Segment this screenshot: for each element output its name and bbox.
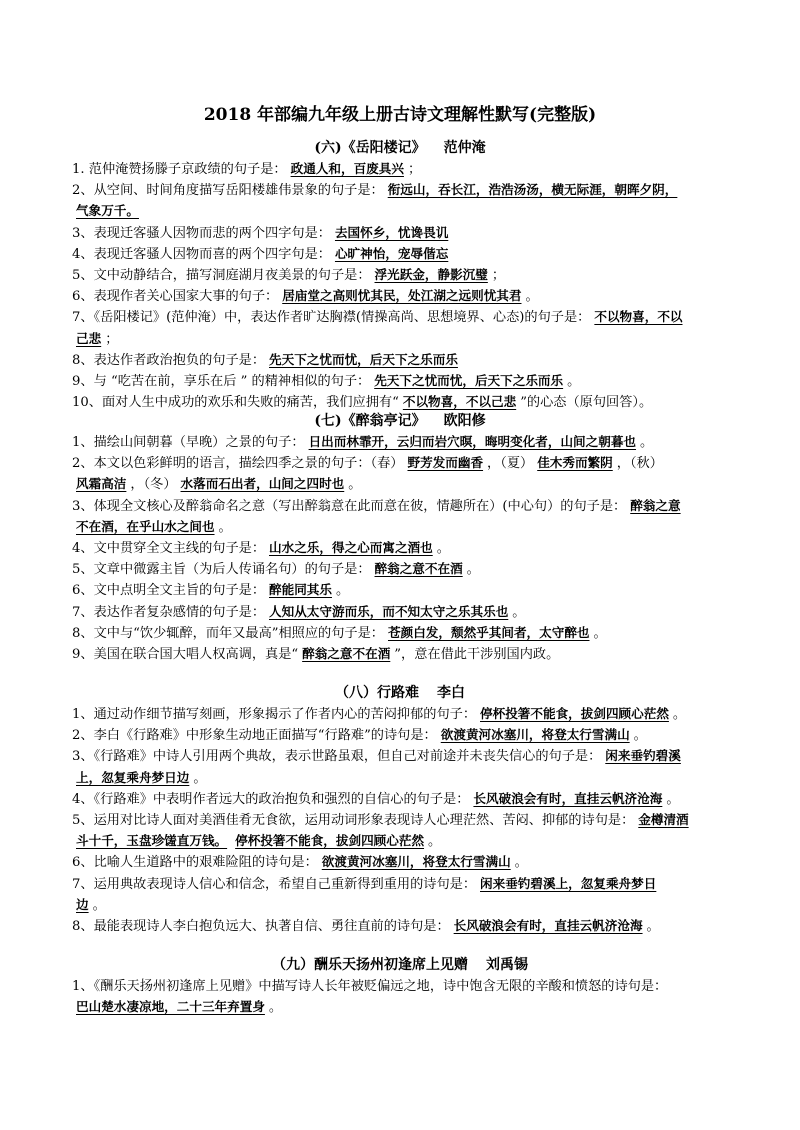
answer-text: 醉翁之意不在酒 [374,561,463,577]
trailing-text: ，（冬） [130,477,177,493]
question-text: 8、最能表现诗人李白抱负远大、执著自信、勇往直前的诗句是： [72,918,450,934]
section-body-s6 [72,158,737,412]
section-title: (七)《醉翁亭记》 [314,413,426,429]
section-heading-s8 [0,682,800,704]
section-author: 范仲淹 [443,140,486,156]
question-line [72,975,737,996]
section-heading-s7 [0,410,800,432]
answer-text: 闲来垂钓碧溪上，忽复乘舟梦日 [480,875,657,891]
trailing-text: 。 [268,1000,283,1016]
question-line [72,473,737,494]
answer-text: 野芳发而幽香 [407,455,484,471]
question-text: 3、表现迁客骚人因物而悲的两个四字句是： [72,225,331,241]
question-line [72,851,737,872]
question-line [72,370,737,391]
question-line [72,516,737,537]
answer-text: 巴山楚水凄凉地，二十三年弃置身 [76,999,265,1015]
question-line [72,745,737,766]
question-text: 5、文中动静结合，描写洞庭湖月夜美景的句子是： [72,267,371,283]
question-line [72,306,737,327]
question-line [72,894,737,915]
answer-text: 醉翁之意 [630,497,681,513]
question-line [72,285,737,306]
question-text: 3、《行路难》中诗人引用两个典故，表示世路虽艰，但自己对前途并未丧失信心的句子是： [72,749,602,765]
question-text: 6、文中点明全文主旨的句子是： [72,583,266,599]
question-line [72,558,737,579]
answer-text: 停杯投箸不能食，拔剑四顾心茫然 [235,833,425,849]
answer-text: 长风破浪会有时，直挂云帆济沧海 [473,790,663,806]
answer-text: 去国怀乡，忧谗畏讥 [334,224,449,240]
section-heading-s9 [0,954,800,976]
answer-text: 不在酒，在乎山水之间也 [76,518,215,534]
question-text: 2、从空间、时间角度描写岳阳楼雄伟景象的句子是： [72,183,384,199]
question-line [72,643,737,664]
trailing-text: ； [491,267,506,283]
question-line [72,788,737,809]
trailing-text: 。 [633,728,647,744]
trailing-text: 。 [593,625,607,641]
trailing-text: 。 [640,435,654,450]
question-text: 3、体现全文核心及醉翁命名之意（写出醉翁意在此而意在彼，情趣所在）(中心句）的句子是： [72,498,627,514]
question-line [72,537,737,558]
question-line [72,873,737,894]
trailing-text: 。 [514,855,528,871]
section-author: 刘禹锡 [486,957,528,973]
question-line [72,703,737,724]
answer-text: 佳木秀而繁阴 [537,455,613,471]
question-line [72,243,737,264]
question-text: 8、表达作者政治抱负的句子是： [72,352,266,368]
trailing-text: 。 [512,604,526,620]
question-text: 10、面对人生中成功的欢乐和失败的痛苦，我们应拥有“ [72,395,399,411]
section-body-s9 [72,975,737,1017]
section-author: 欧阳修 [443,413,486,429]
answer-text: 己悲 [76,330,102,346]
question-text: 6、比喻人生道路中的艰难险阻的诗句是： [72,855,318,871]
answer-text [667,978,675,993]
question-line [72,767,737,788]
question-text: 4、表现迁客骚人因物而喜的两个四字句是： [72,246,331,262]
question-line [72,579,737,600]
trailing-text: 。 [436,540,450,556]
trailing-text: 。 [672,707,687,722]
answer-text: 气象万千。 [76,203,139,219]
section-body-s8 [72,703,737,936]
section-body-s7 [72,431,737,664]
answer-text: 居庙堂之高则忧其民，处江湖之远则忧其君 [282,288,522,304]
question-text: 9、与 “吃苦在前，享乐在后 ” 的精神相似的句子： [72,373,371,389]
section-title: (六)《岳阳楼记》 [314,140,426,156]
section-title: （九）酬乐天扬州初逢席上见赠 [272,957,468,973]
question-line [72,158,737,179]
answer-text: 心旷神怡，宠辱偕忘 [334,245,449,261]
answer-text: 欲渡黄河冰塞川，将登太行雪满山 [321,854,511,870]
trailing-text: ，（秋） [616,456,663,472]
question-line [72,431,737,452]
question-text: 7、运用典故表现诗人信心和信念，希望自己重新得到重用的诗句是： [72,876,477,892]
question-text: 4、《行路难》中表明作者远大的政治抱负和强烈的自信心的句子是： [72,791,470,807]
answer-text: 山水之乐，得之心而寓之酒也 [269,539,433,555]
answer-text: 先天下之忧而忧，后天下之乐而乐 [269,351,458,367]
question-line [72,349,737,370]
answer-text: 醉翁之意不在酒 [302,645,391,661]
question-text: 6、表现作者关心国家大事的句子： [72,289,279,305]
answer-text: 金樽清酒 [638,811,689,827]
question-line [72,222,737,243]
question-line [72,996,737,1017]
answer-text: 停杯投箸不能食，拔剑四顾心茫然 [480,706,669,721]
answer-text: 苍颜白发，颓然乎其间者，太守醉也 [388,624,590,640]
question-line [72,179,737,200]
answer-text: 人知从太守游而乐，而不知太守之乐其乐也 [269,603,509,619]
answer-text: 政通人和，百废具兴 [290,161,404,176]
question-text: 4、文中贯穿全文主线的句子是： [72,540,266,556]
question-line [72,328,737,349]
answer-text: 欲渡黄河冰塞川，将登太行雪满山 [440,727,630,743]
question-line [72,830,737,851]
trailing-text: 。 [193,770,207,786]
question-text: 7、《岳阳楼记》(范仲淹）中，表达作者旷达胸襟(情操高尚、思想境界、心态)的句子是： [72,310,591,326]
trailing-text: 。 [567,373,581,389]
answer-text: 先天下之忧而忧，后天下之乐而乐 [374,372,564,388]
question-text: 1、《酬乐天扬州初逢席上见赠》中描写诗人长年被贬偏远之地，诗中饱含无限的辛酸和愤怒的诗句是： [72,979,668,994]
trailing-text: 。 [466,562,480,578]
question-text: 1、通过动作细节描写刻画，形象揭示了作者内心的苦闷抑郁的句子： [72,707,477,722]
question-text: 1. 范仲淹赞扬滕子京政绩的句子是： [72,162,287,177]
trailing-text: ，（夏） [487,456,534,472]
answer-text: 衔远山，吞长江，浩浩汤汤，横无际涯，朝晖夕阴， [387,182,678,198]
question-line [72,495,737,516]
question-line [72,200,737,221]
trailing-text: 。 [92,897,106,913]
trailing-text: 。 [218,519,232,535]
section-author: 李白 [437,685,465,701]
question-line [72,724,737,745]
trailing-text: 。 [525,289,539,305]
question-text: 2、本文以色彩鲜明的语言，描绘四季之景的句子：（春） [72,456,404,472]
question-line [72,264,737,285]
answer-text: 长风破浪会有时，直挂云帆济沧海 [453,917,643,933]
trailing-text: 。 [666,791,680,807]
trailing-text: 。 [348,477,362,493]
trailing-text: ； [105,331,119,347]
question-line [72,452,737,473]
trailing-text: ； [407,162,422,177]
answer-text: 日出而林霏开，云归而岩穴暝，晦明变化者，山间之朝暮也 [308,434,637,449]
answer-text: 浮光跃金，静影沉璧 [374,266,488,282]
answer-text: 风霜高洁 [76,476,127,492]
answer-text: 上，忽复乘舟梦日边 [76,769,190,785]
trailing-text: ”的心态（原句回答）。 [520,395,653,411]
answer-text: 闲来垂钓碧溪 [605,748,681,764]
answer-text: 边 [76,896,89,912]
question-text: 5、文章中微露主旨（为后人传诵名句）的句子是： [72,562,371,578]
trailing-text: ”，意在借此干涉别国内政。 [394,646,560,662]
question-text: 7、表达作者复杂感情的句子是： [72,604,266,620]
section-heading-s6 [0,137,800,159]
trailing-text: 。 [646,918,660,934]
section-title: （八）行路难 [335,685,419,701]
question-text: 8、文中与“饮少辄醉，而年又最高”相照应的句子是： [72,625,384,641]
answer-text: 斗十千，玉盘珍馐直万钱。 [76,833,228,849]
question-text: 5、运用对比诗人面对美酒佳肴无食欲，运用动词形象表现诗人心理茫然、苦闷、抑郁的诗句是： [72,812,635,828]
question-line [72,915,737,936]
answer-text: 醉能同其乐 [269,582,332,598]
answer-text: 不以物喜，不以 [594,309,683,325]
page-title: 2018 年部编九年级上册古诗文理解性默写(完整版) [203,105,597,125]
trailing-text: 。 [428,834,442,850]
trailing-text: 。 [335,583,350,599]
answer-text: 不以物喜，不以己悲 [402,394,517,410]
question-line [72,622,737,643]
question-line [72,809,737,830]
question-text: 9、美国在联合国大唱人权高调，真是“ [72,646,299,662]
answer-text: 水落而石出者，山间之四时也 [180,476,345,492]
question-text: 2、李白《行路难》中形象生动地正面描写“行路难”的诗句是： [72,728,437,744]
question-text: 1、描绘山间朝暮（早晚）之景的句子： [72,435,305,450]
question-line [72,601,737,622]
